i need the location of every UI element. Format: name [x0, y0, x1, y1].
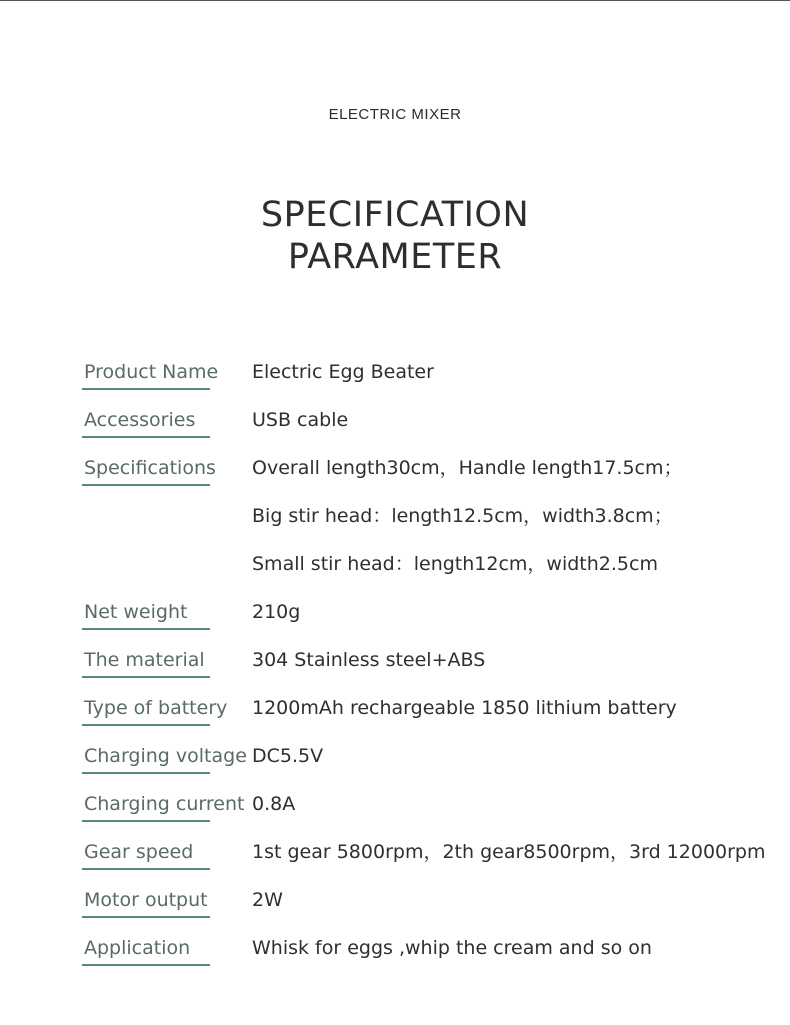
spec-values [252, 596, 774, 644]
specification-table [84, 356, 774, 980]
spec-value: Overall length30cm，Handle length17.5cm； [252, 457, 683, 479]
spec-row [84, 788, 774, 836]
spec-label-cell [84, 356, 252, 404]
spec-label-cell [84, 644, 252, 692]
spec-row [84, 596, 774, 644]
spec-label: Charging current [84, 793, 245, 815]
spec-label-cell [84, 740, 252, 788]
spec-label: The material [84, 649, 205, 671]
spec-row [84, 452, 774, 596]
spec-label: Application [84, 937, 191, 959]
label-underline [82, 484, 210, 486]
label-underline [82, 628, 210, 630]
label-underline [82, 724, 210, 726]
title-line-2: PARAMETER [287, 237, 503, 277]
spec-values [252, 356, 774, 404]
label-underline [82, 388, 210, 390]
spec-label-cell [84, 404, 252, 452]
spec-label: Net weight [84, 601, 188, 623]
label-underline [82, 868, 210, 870]
label-underline [82, 436, 210, 438]
spec-row [84, 356, 774, 404]
spec-values [252, 788, 774, 836]
spec-values [252, 404, 774, 452]
spec-values [252, 740, 774, 788]
spec-values [252, 932, 774, 980]
spec-label: Specifications [84, 457, 216, 479]
spec-values [252, 644, 774, 692]
spec-row [84, 404, 774, 452]
spec-label: Product Name [84, 361, 219, 383]
brand-label: ELECTRIC MIXER [328, 106, 462, 123]
spec-row [84, 932, 774, 980]
spec-value: 304 Stainless steel+ABS [252, 649, 486, 671]
label-underline [82, 676, 210, 678]
spec-label-cell [84, 596, 252, 644]
spec-label-cell [84, 452, 252, 500]
spec-value: USB cable [252, 409, 349, 431]
spec-row [84, 884, 774, 932]
spec-value: 1200mAh rechargeable 1850 lithium battery [252, 697, 677, 719]
spec-values [252, 836, 774, 884]
spec-label: Charging voltage [84, 745, 247, 767]
label-underline [82, 964, 210, 966]
spec-values [252, 692, 774, 740]
spec-row [84, 692, 774, 740]
spec-label: Accessories [84, 409, 196, 431]
spec-label-cell [84, 788, 252, 836]
label-underline [82, 820, 210, 822]
spec-label-cell [84, 692, 252, 740]
spec-row [84, 836, 774, 884]
spec-value: 2W [252, 889, 283, 911]
spec-value: Big stir head：length12.5cm，width3.8cm； [252, 505, 673, 527]
spec-row [84, 644, 774, 692]
label-underline [82, 772, 210, 774]
spec-row [84, 740, 774, 788]
spec-value: 210g [252, 601, 301, 623]
spec-value: Electric Egg Beater [252, 361, 434, 383]
spec-label-cell [84, 836, 252, 884]
spec-value: 0.8A [252, 793, 296, 815]
spec-value: 1st gear 5800rpm，2th gear8500rpm，3rd 12000rpm [252, 841, 766, 863]
spec-values [252, 452, 774, 596]
spec-label: Motor output [84, 889, 208, 911]
title-line-1: SPECIFICATION [260, 195, 530, 235]
label-underline [82, 916, 210, 918]
spec-values [252, 884, 774, 932]
spec-value: DC5.5V [252, 745, 324, 767]
spec-value: Whisk for eggs ,whip the cream and so on [252, 937, 652, 959]
spec-value: Small stir head：length12cm，width2.5cm [252, 553, 658, 575]
spec-label-cell [84, 932, 252, 980]
spec-label: Type of battery [84, 697, 228, 719]
page-title [0, 194, 790, 278]
top-divider [0, 0, 790, 1]
spec-label: Gear speed [84, 841, 194, 863]
spec-label-cell [84, 884, 252, 932]
